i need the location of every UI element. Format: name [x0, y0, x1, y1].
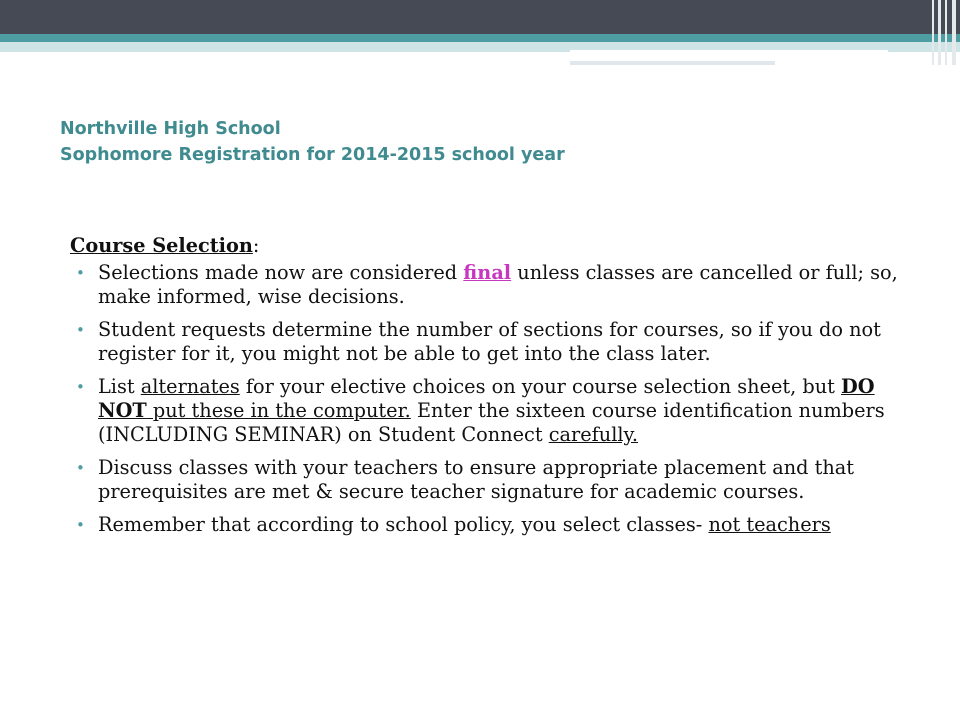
bullet-text: Student requests determine the number of sections for courses, so if you do not register for it, you might not be able to get into the class later. [98, 318, 881, 365]
bullet-text: List [98, 375, 141, 398]
bullet-list [70, 261, 900, 537]
decorative-rule [570, 50, 888, 53]
slide-title [60, 116, 565, 168]
bullet-text: Enter the sixteen course identification numbers (INCLUDING SEMINAR) on Student Connect [98, 399, 885, 446]
bullet-text: Selections made now are considered [98, 261, 464, 284]
bullet-item-discuss [70, 456, 900, 504]
section-heading-colon: : [252, 234, 260, 257]
bullet-text: Remember that according to school policy, you select classes- [98, 513, 709, 536]
slide-body [70, 234, 900, 546]
bullet-text: unless classes are cancelled or full; so, make informed, wise decisions. [98, 261, 898, 308]
alternates-underline: alternates [140, 375, 240, 398]
section-heading-text: Course Selection [70, 234, 253, 257]
decorative-stripes [922, 0, 960, 65]
section-heading [70, 234, 900, 258]
title-line-school: Northville High School [60, 119, 281, 139]
not-teachers-underline: not teachers [708, 513, 831, 536]
final-highlight: final [463, 261, 512, 284]
decorative-rule-lower [570, 61, 775, 65]
do-not-emphasis: DO NOT [98, 375, 875, 422]
bullet-text: Discuss classes with your teachers to ensure appropriate placement and that prerequisites are met & secure teacher signature for academic courses. [98, 456, 854, 503]
bullet-item-alternates [70, 375, 900, 447]
carefully-underline: carefully. [548, 423, 638, 446]
bullet-item-final [70, 261, 900, 309]
computer-underline: put these in the computer. [146, 399, 411, 422]
bullet-text: for your elective choices on your course selection sheet, but [239, 375, 842, 398]
title-line-registration: Sophomore Registration for 2014-2015 school year [60, 145, 565, 165]
accent-band [0, 34, 960, 42]
top-banner [0, 0, 960, 34]
bullet-item-requests [70, 318, 900, 366]
bullet-item-policy [70, 513, 900, 537]
